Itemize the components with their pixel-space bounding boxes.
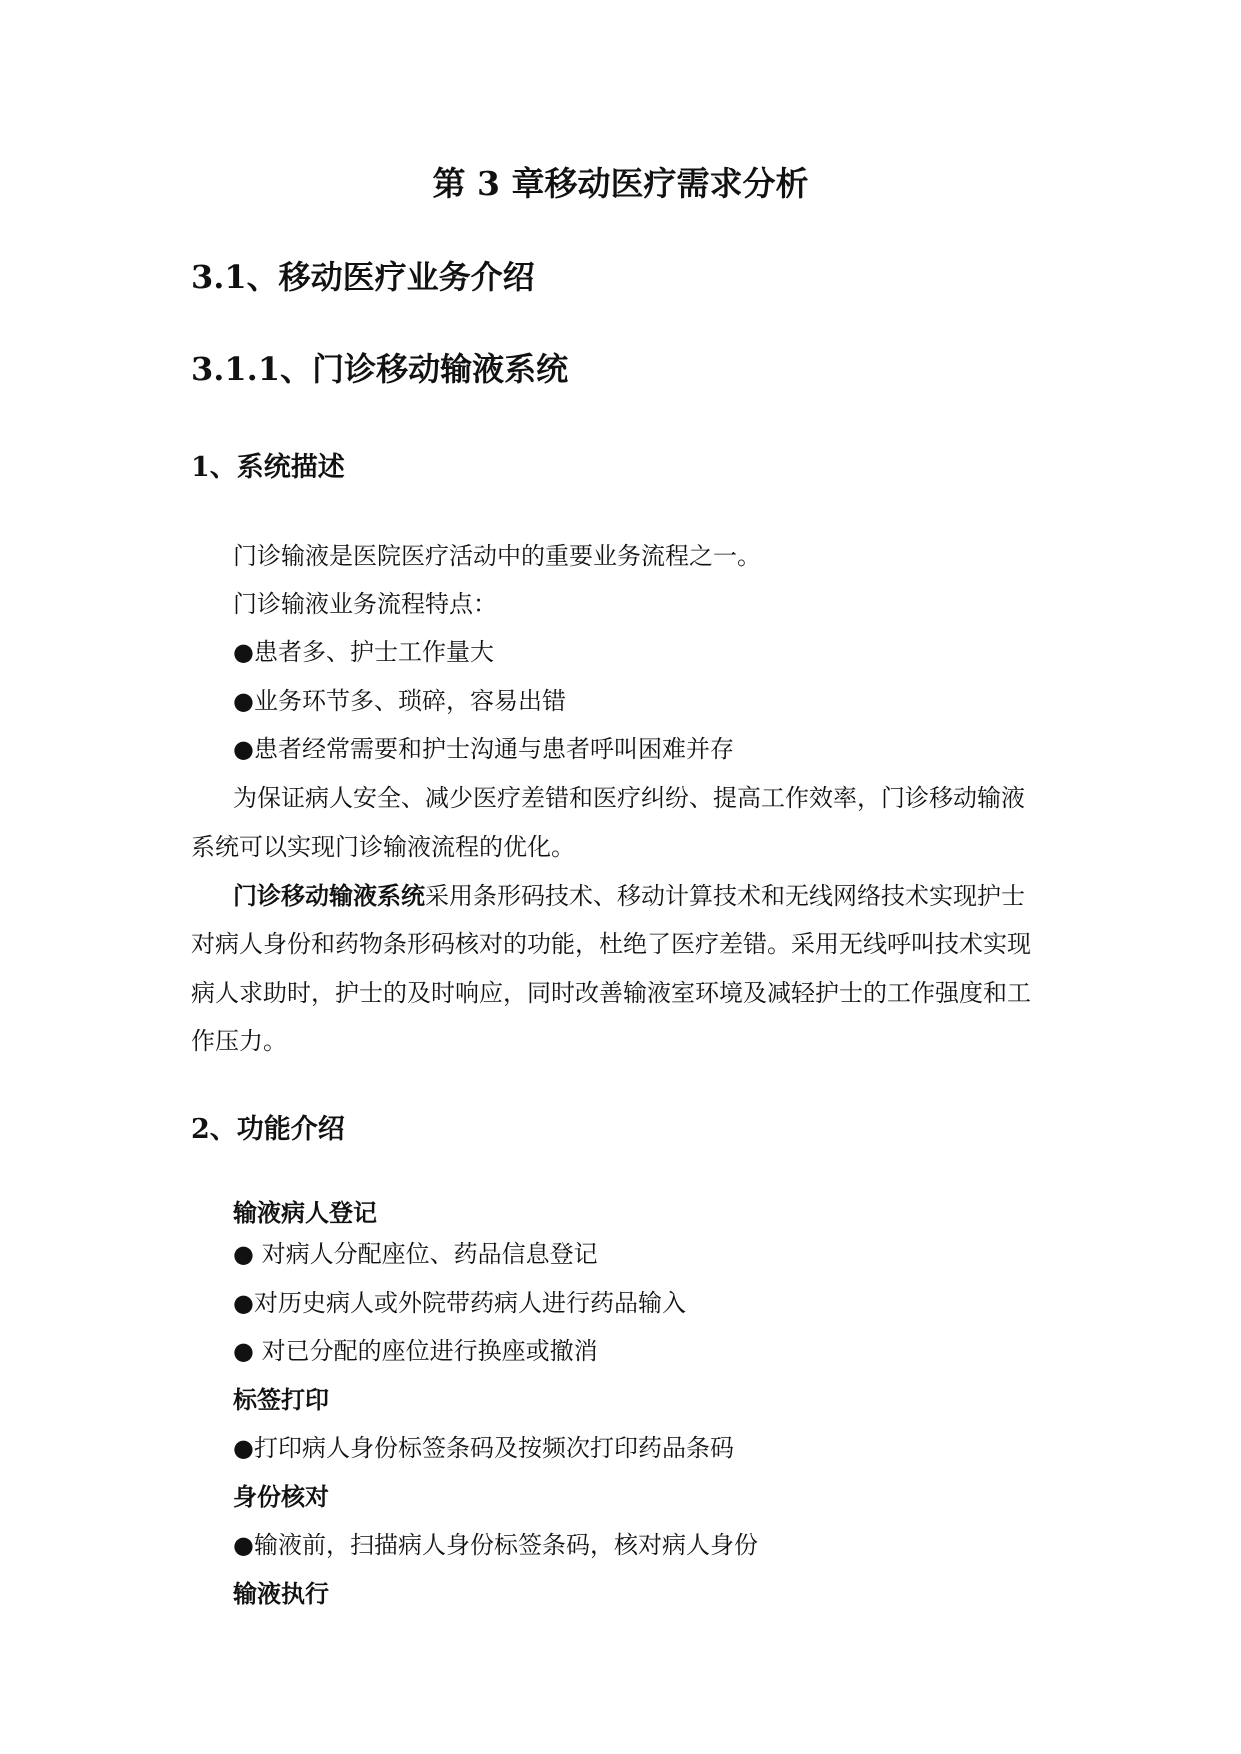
section-heading: 3.1、移动医疗业务介绍 [191,258,535,296]
part1-heading: 1、系统描述 [191,452,345,483]
subsection-heading: 3.1.1、门诊移动输液系统 [191,350,569,388]
paragraph-line: 系统可以实现门诊输液流程的优化。 [191,833,575,861]
registration-item: ●对历史病人或外院带药病人进行药品输入 [233,1289,686,1317]
part2-heading: 2、功能介绍 [191,1114,345,1145]
identity-check-item: ●输液前，扫描病人身份标签条码，核对病人身份 [233,1531,758,1559]
label-print-item: ●打印病人身份标签条码及按频次打印药品条码 [233,1434,734,1462]
feature-bullet: ●患者经常需要和护士沟通与患者呼叫困难并存 [233,735,734,763]
paragraph-line: 为保证病人安全、减少医疗差错和医疗纠纷、提高工作效率，门诊移动输液 [233,784,1025,812]
paragraph-line [233,876,1025,911]
registration-item: ● 对已分配的座位进行换座或撤消 [233,1337,598,1365]
label-print-title: 标签打印 [233,1385,329,1414]
paragraph-line: 作压力。 [191,1027,287,1055]
chapter-title: 第 3 章移动医疗需求分析 [432,164,809,203]
feature-bullet: ●患者多、护士工作量大 [233,638,494,666]
paragraph-line: 病人求助时，护士的及时响应，同时改善输液室环境及减轻护士的工作强度和工 [191,979,1031,1007]
registration-item: ● 对病人分配座位、药品信息登记 [233,1240,598,1268]
execution-title: 输液执行 [233,1579,329,1608]
features-label: 门诊输液业务流程特点： [233,590,497,618]
bold-term: 门诊移动输液系统 [233,881,425,910]
feature-bullet: ●业务环节多、琐碎，容易出错 [233,687,566,715]
registration-title: 输液病人登记 [233,1198,377,1227]
intro-text: 门诊输液是医院医疗活动中的重要业务流程之一。 [233,542,761,570]
paragraph-line: 对病人身份和药物条形码核对的功能，杜绝了医疗差错。采用无线呼叫技术实现 [191,930,1031,958]
identity-check-title: 身份核对 [233,1482,329,1511]
paragraph-text: 采用条形码技术、移动计算技术和无线网络技术实现护士 [425,882,1025,910]
